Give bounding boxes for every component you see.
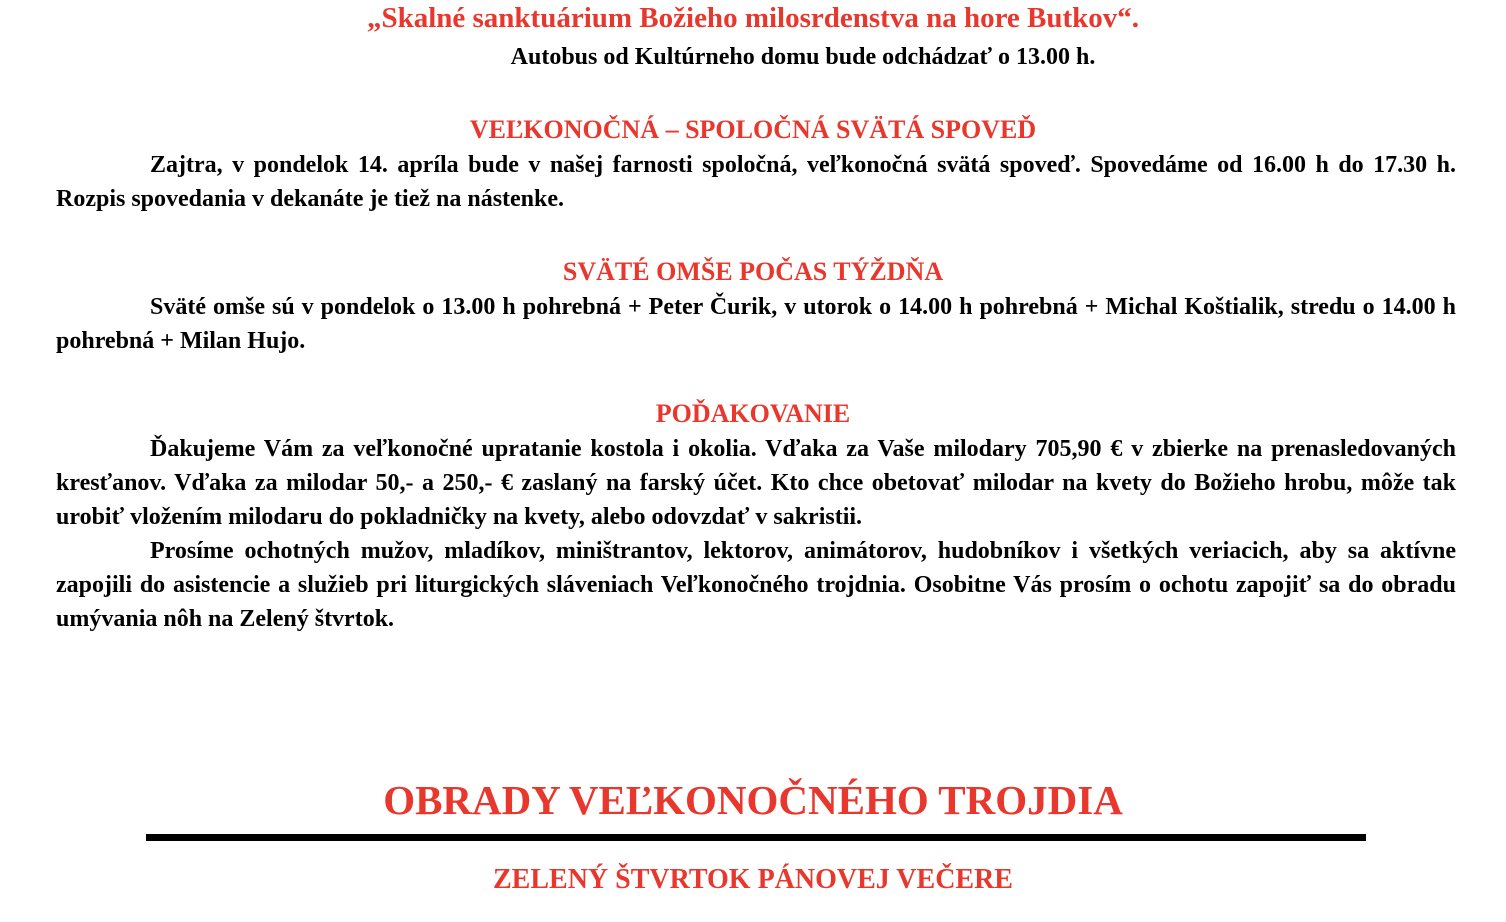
holy-thursday-heading: ZELENÝ ŠTVRTOK PÁNOVEJ VEČERE: [493, 864, 1013, 895]
thanks-heading: POĎAKOVANIE: [655, 399, 851, 428]
confession-heading: VEĽKONOČNÁ – SPOLOČNÁ SVÄTÁ SPOVEĎ: [469, 115, 1037, 144]
thanks-paragraph-1: Ďakujeme Vám za veľkonočné upratanie kostola i okolia. Vďaka za Vaše milodary 705,90 € v zbierke na prenasledovaných kresťanov. Vďaka za milodar 50,- a 250,- € zaslaný na farský účet. Kto chce obetovať milodar na kvety do Božieho hrobu, môže tak urobiť vložením milodaru do pokladničky na kvety, alebo odovzdať v sakristii.: [56, 436, 1456, 530]
thanks-paragraph-2: Prosíme ochotných mužov, mladíkov, miništrantov, lektorov, animátorov, hudobníkov i všetkých veriacich, aby sa aktívne zapojili do asistencie a služieb pri liturgických sláveniach Veľkonočného trojdnia. Osobitne Vás prosím o ochotu zapojiť sa do obradu umývania nôh na Zelený štvrtok.: [56, 538, 1456, 632]
masses-paragraph: Sväté omše sú v pondelok o 13.00 h pohrebná + Peter Čurik, v utorok o 14.00 h pohrebná + Michal Koštialik, stredu o 14.00 h pohrebná + Milan Hujo.: [56, 294, 1456, 354]
masses-heading: SVÄTÉ OMŠE POČAS TÝŽDŇA: [562, 257, 944, 286]
bus-notice: Autobus od Kultúrneho domu bude odchádzať o 13.00 h.: [510, 44, 1096, 70]
divider-rule: [146, 834, 1366, 841]
thanks-text: [56, 432, 1456, 636]
confession-text: [56, 148, 1456, 216]
triduum-title: OBRADY VEĽKONOČNÉHO TROJDIA: [383, 777, 1123, 823]
masses-text: [56, 290, 1456, 358]
pilgrimage-title: „Skalné sanktuárium Božieho milosrdenstva na hore Butkov“.: [366, 2, 1140, 34]
confession-paragraph: Zajtra, v pondelok 14. apríla bude v našej farnosti spoločná, veľkonočná svätá spoveď. Spovedáme od 16.00 h do 17.30 h. Rozpis spovedania v dekanáte je tiež na nástenke.: [56, 152, 1456, 212]
